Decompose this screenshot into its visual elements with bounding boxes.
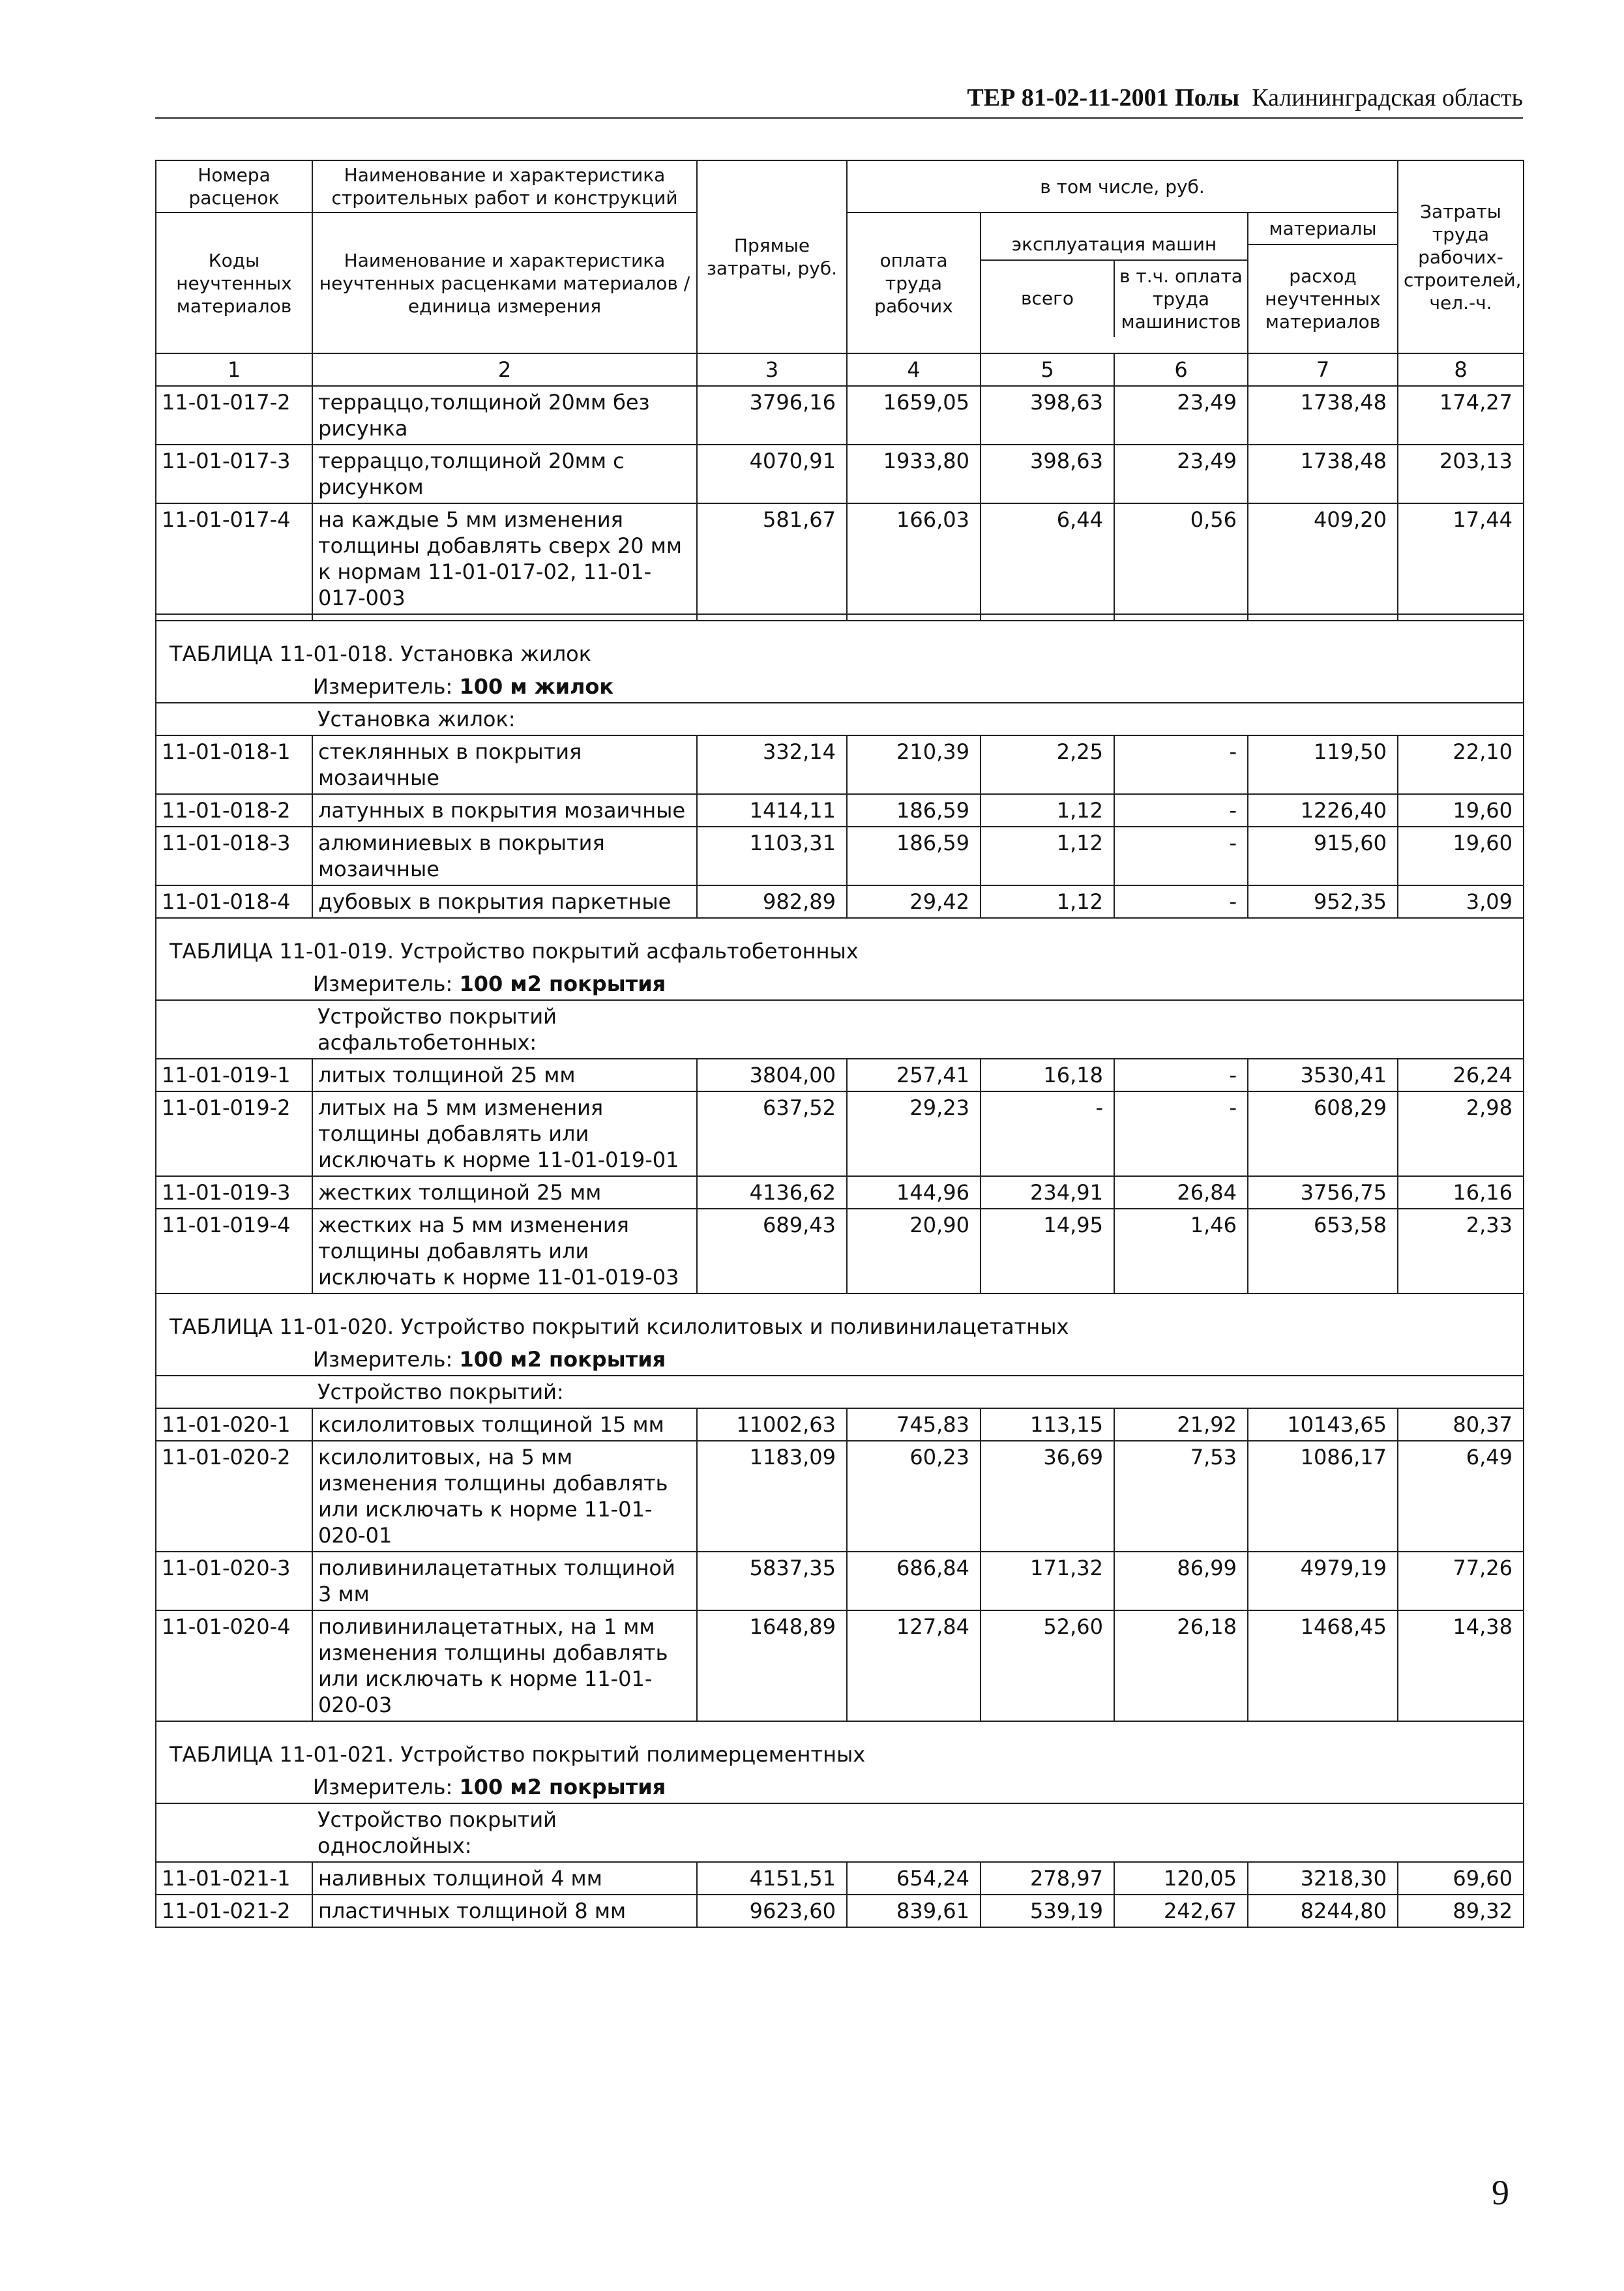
row-value: 1414,11 (697, 794, 847, 827)
column-number: 5 (981, 353, 1114, 386)
row-value: - (981, 1091, 1114, 1176)
col-head-materials-group (1248, 213, 1398, 353)
row-value: 52,60 (981, 1610, 1114, 1721)
table-row (156, 503, 1524, 614)
row-value: 2,98 (1398, 1091, 1524, 1176)
table-row (156, 1610, 1524, 1721)
row-value: 1738,48 (1248, 386, 1398, 445)
table-row (156, 885, 1524, 918)
row-name: дубовых в покрытия паркетные (312, 885, 697, 918)
row-value: 242,67 (1114, 1895, 1248, 1927)
row-value: 16,16 (1398, 1176, 1524, 1209)
row-code: 11-01-020-4 (156, 1610, 312, 1721)
row-name: жестких на 5 мм изменения толщины добавлять или исключать к норме 11-01-019-03 (312, 1209, 697, 1293)
table-row (156, 1091, 1524, 1176)
row-value: 1659,05 (847, 386, 981, 445)
row-code: 11-01-019-2 (156, 1091, 312, 1176)
table-row (156, 1441, 1524, 1552)
row-value: 1468,45 (1248, 1610, 1398, 1721)
table-row (156, 735, 1524, 794)
row-value: - (1114, 735, 1248, 794)
col-head-machines: эксплуатация машин (981, 229, 1247, 261)
row-value: 127,84 (847, 1610, 981, 1721)
column-number: 4 (847, 353, 981, 386)
row-code: 11-01-020-2 (156, 1441, 312, 1552)
row-value: 4070,91 (697, 445, 847, 503)
row-code: 11-01-018-1 (156, 735, 312, 794)
row-value: 1086,17 (1248, 1441, 1398, 1552)
row-value: 23,49 (1114, 445, 1248, 503)
row-name: поливинилацетатных толщиной 3 мм (312, 1552, 697, 1610)
table-row (156, 1209, 1524, 1293)
col-head-row-codes: Коды неучтенных материалов (156, 213, 312, 353)
meter-label: Измеритель: (313, 971, 460, 996)
row-value: 4151,51 (697, 1862, 847, 1895)
table-title-row (156, 918, 1524, 968)
col-head-row-no: Номера расценок (156, 160, 312, 213)
row-value: 5837,35 (697, 1552, 847, 1610)
header-region: Калининградская область (1252, 84, 1523, 111)
row-name: жестких толщиной 25 мм (312, 1176, 697, 1209)
row-value: 36,69 (981, 1441, 1114, 1552)
table-title-row (156, 1721, 1524, 1771)
table-title-row (156, 621, 1524, 671)
table-title: ТАБЛИЦА 11-01-019. Устройство покрытий асфальтобетонных (156, 918, 1524, 968)
page-number: 9 (1492, 2173, 1509, 2212)
row-value: 113,15 (981, 1408, 1114, 1441)
table-title: ТАБЛИЦА 11-01-021. Устройство покрытий полимерцементных (156, 1721, 1524, 1771)
table-row (156, 445, 1524, 503)
row-value: 1,12 (981, 794, 1114, 827)
row-value: 166,03 (847, 503, 981, 614)
row-value: 3,09 (1398, 885, 1524, 918)
header-rule (155, 117, 1523, 119)
row-value: 1226,40 (1248, 794, 1398, 827)
table-title: ТАБЛИЦА 11-01-020. Устройство покрытий ксилолитовых и поливинилацетатных (156, 1293, 1524, 1344)
table-row (156, 1176, 1524, 1209)
row-code: 11-01-018-2 (156, 794, 312, 827)
row-value: 26,24 (1398, 1059, 1524, 1091)
row-value: 4136,62 (697, 1176, 847, 1209)
table-row (156, 1408, 1524, 1441)
row-value: 3804,00 (697, 1059, 847, 1091)
row-value: 1183,09 (697, 1441, 847, 1552)
row-value: 3218,30 (1248, 1862, 1398, 1895)
row-value: 14,95 (981, 1209, 1114, 1293)
row-value: 234,91 (981, 1176, 1114, 1209)
row-name: ксилолитовых толщиной 15 мм (312, 1408, 697, 1441)
row-value: 745,83 (847, 1408, 981, 1441)
col-head-direct: Прямые затраты, руб. (697, 160, 847, 353)
group-label: Устройство покрытий асфальтобетонных: (312, 1000, 1524, 1059)
row-value: 8244,80 (1248, 1895, 1398, 1927)
row-code: 11-01-021-1 (156, 1862, 312, 1895)
row-value: 1648,89 (697, 1610, 847, 1721)
norms-table (155, 160, 1524, 1928)
col-head-materials: материалы (1248, 213, 1397, 245)
col-head-materials-sub: расход неучтенных материалов (1265, 265, 1381, 333)
col-head-name-sub: Наименование и характеристика неучтенных расценками материалов / единица измерения (312, 213, 697, 353)
row-name: поливинилацетатных, на 1 мм изменения толщины добавлять или исключать к норме 11-01-020-03 (312, 1610, 697, 1721)
row-code: 11-01-018-4 (156, 885, 312, 918)
row-value: 839,61 (847, 1895, 981, 1927)
row-name: на каждые 5 мм изменения толщины добавлять сверх 20 мм к нормам 11-01-017-02, 11-01-017-003 (312, 503, 697, 614)
row-code: 11-01-017-3 (156, 445, 312, 503)
row-value: 19,60 (1398, 794, 1524, 827)
meter-label: Измеритель: (313, 674, 460, 699)
row-value: 17,44 (1398, 503, 1524, 614)
column-number: 3 (697, 353, 847, 386)
group-row (156, 1376, 1524, 1408)
row-value: 69,60 (1398, 1862, 1524, 1895)
column-number: 7 (1248, 353, 1398, 386)
row-value: 6,49 (1398, 1441, 1524, 1552)
group-label: Устройство покрытий: (312, 1376, 1524, 1408)
row-name: ксилолитовых, на 5 мм изменения толщины добавлять или исключать к норме 11-01-020-01 (312, 1441, 697, 1552)
row-code: 11-01-020-3 (156, 1552, 312, 1610)
row-value: 16,18 (981, 1059, 1114, 1091)
row-value: 186,59 (847, 827, 981, 885)
row-value: 6,44 (981, 503, 1114, 614)
row-value: 1103,31 (697, 827, 847, 885)
meter (156, 671, 1524, 703)
row-value: 20,90 (847, 1209, 981, 1293)
group-row (156, 703, 1524, 735)
row-value: 29,23 (847, 1091, 981, 1176)
column-number: 6 (1114, 353, 1248, 386)
running-header (967, 83, 1523, 112)
row-value: 398,63 (981, 445, 1114, 503)
meter-value: 100 м2 покрытия (459, 971, 666, 996)
group-label: Установка жилок: (312, 703, 1524, 735)
row-code: 11-01-019-1 (156, 1059, 312, 1091)
row-code: 11-01-020-1 (156, 1408, 312, 1441)
row-value: 86,99 (1114, 1552, 1248, 1610)
row-value: - (1114, 885, 1248, 918)
row-value: - (1114, 794, 1248, 827)
row-value: 257,41 (847, 1059, 981, 1091)
meter (156, 968, 1524, 1000)
column-number: 8 (1398, 353, 1524, 386)
row-name: терраццо,толщиной 20мм без рисунка (312, 386, 697, 445)
row-value: 1,46 (1114, 1209, 1248, 1293)
row-value: 982,89 (697, 885, 847, 918)
row-value: 120,05 (1114, 1862, 1248, 1895)
row-value: 1,12 (981, 885, 1114, 918)
row-value: 398,63 (981, 386, 1114, 445)
row-code: 11-01-017-4 (156, 503, 312, 614)
col-head-name-main: Наименование и характеристика строительных работ и конструкций (312, 160, 697, 213)
row-value: 581,67 (697, 503, 847, 614)
row-value: 637,52 (697, 1091, 847, 1176)
row-value: - (1114, 1059, 1248, 1091)
row-name: литых толщиной 25 мм (312, 1059, 697, 1091)
table-row (156, 386, 1524, 445)
row-value: 9623,60 (697, 1895, 847, 1927)
row-value: 77,26 (1398, 1552, 1524, 1610)
row-code: 11-01-021-2 (156, 1895, 312, 1927)
row-value: 915,60 (1248, 827, 1398, 885)
row-value: 653,58 (1248, 1209, 1398, 1293)
row-value: 22,10 (1398, 735, 1524, 794)
row-value: 26,18 (1114, 1610, 1248, 1721)
row-value: 3796,16 (697, 386, 847, 445)
row-value: 144,96 (847, 1176, 981, 1209)
row-value: 186,59 (847, 794, 981, 827)
row-value: 26,84 (1114, 1176, 1248, 1209)
row-name: стеклянных в покрытия мозаичные (312, 735, 697, 794)
row-value: 409,20 (1248, 503, 1398, 614)
row-value: 11002,63 (697, 1408, 847, 1441)
row-value: 2,25 (981, 735, 1114, 794)
row-value: 1933,80 (847, 445, 981, 503)
row-code: 11-01-019-3 (156, 1176, 312, 1209)
table-row (156, 1552, 1524, 1610)
col-head-machines-total: всего (981, 261, 1115, 337)
row-value: 23,49 (1114, 386, 1248, 445)
group-row (156, 1803, 1524, 1862)
meter-label: Измеритель: (313, 1775, 460, 1799)
col-head-machines-labor: в т.ч. оплата труда машинистов (1119, 265, 1243, 333)
row-value: - (1114, 827, 1248, 885)
meter-row (156, 1344, 1524, 1376)
col-head-machines-group (981, 213, 1248, 353)
row-value: 21,92 (1114, 1408, 1248, 1441)
row-value: 174,27 (1398, 386, 1524, 445)
row-value: 203,13 (1398, 445, 1524, 503)
col-head-labor-cost: Затраты труда рабочих-строителей, чел.-ч. (1398, 160, 1524, 353)
meter (156, 1771, 1524, 1803)
column-number: 1 (156, 353, 312, 386)
spacer-row (156, 614, 1524, 621)
row-value: 608,29 (1248, 1091, 1398, 1176)
row-value: 278,97 (981, 1862, 1114, 1895)
row-value: 29,42 (847, 885, 981, 918)
meter-value: 100 м2 покрытия (459, 1347, 666, 1372)
row-name: терраццо,толщиной 20мм с рисунком (312, 445, 697, 503)
table-row (156, 1862, 1524, 1895)
row-value: 60,23 (847, 1441, 981, 1552)
row-code: 11-01-018-3 (156, 827, 312, 885)
row-name: пластичных толщиной 8 мм (312, 1895, 697, 1927)
meter-value: 100 м2 покрытия (459, 1775, 666, 1799)
row-value: 0,56 (1114, 503, 1248, 614)
meter-row (156, 671, 1524, 703)
meter-row (156, 968, 1524, 1000)
row-value: 332,14 (697, 735, 847, 794)
col-head-labor-pay: оплата труда рабочих (847, 213, 981, 353)
col-head-incl: в том числе, руб. (847, 160, 1398, 213)
meter-row (156, 1771, 1524, 1803)
table-row (156, 827, 1524, 885)
row-value: 19,60 (1398, 827, 1524, 885)
row-name: латунных в покрытия мозаичные (312, 794, 697, 827)
row-value: 210,39 (847, 735, 981, 794)
row-value: 89,32 (1398, 1895, 1524, 1927)
table-row (156, 1895, 1524, 1927)
row-value: 119,50 (1248, 735, 1398, 794)
row-value: 952,35 (1248, 885, 1398, 918)
meter-label: Измеритель: (313, 1347, 460, 1372)
row-name: наливных толщиной 4 мм (312, 1862, 697, 1895)
row-value: 539,19 (981, 1895, 1114, 1927)
row-value: 689,43 (697, 1209, 847, 1293)
table-row (156, 1059, 1524, 1091)
table-title-row (156, 1293, 1524, 1344)
row-value: 686,84 (847, 1552, 981, 1610)
row-value: 654,24 (847, 1862, 981, 1895)
row-value: 171,32 (981, 1552, 1114, 1610)
meter-value: 100 м жилок (459, 674, 614, 699)
table-row (156, 794, 1524, 827)
header-code: ТЕР 81-02-11-2001 Полы (967, 84, 1240, 111)
table-title: ТАБЛИЦА 11-01-018. Установка жилок (156, 621, 1524, 671)
row-value: 7,53 (1114, 1441, 1248, 1552)
meter (156, 1344, 1524, 1376)
group-label: Устройство покрытий однослойных: (312, 1803, 1524, 1862)
row-value: - (1114, 1091, 1248, 1176)
row-code: 11-01-017-2 (156, 386, 312, 445)
header-row-1 (156, 160, 1524, 213)
group-row (156, 1000, 1524, 1059)
row-value: 1738,48 (1248, 445, 1398, 503)
column-number: 2 (312, 353, 697, 386)
row-code: 11-01-019-4 (156, 1209, 312, 1293)
row-value: 2,33 (1398, 1209, 1524, 1293)
row-name: алюминиевых в покрытия мозаичные (312, 827, 697, 885)
row-value: 3756,75 (1248, 1176, 1398, 1209)
row-value: 10143,65 (1248, 1408, 1398, 1441)
row-value: 3530,41 (1248, 1059, 1398, 1091)
row-value: 80,37 (1398, 1408, 1524, 1441)
column-number-row (156, 353, 1524, 386)
row-name: литых на 5 мм изменения толщины добавлять или исключать к норме 11-01-019-01 (312, 1091, 697, 1176)
row-value: 14,38 (1398, 1610, 1524, 1721)
row-value: 4979,19 (1248, 1552, 1398, 1610)
row-value: 1,12 (981, 827, 1114, 885)
